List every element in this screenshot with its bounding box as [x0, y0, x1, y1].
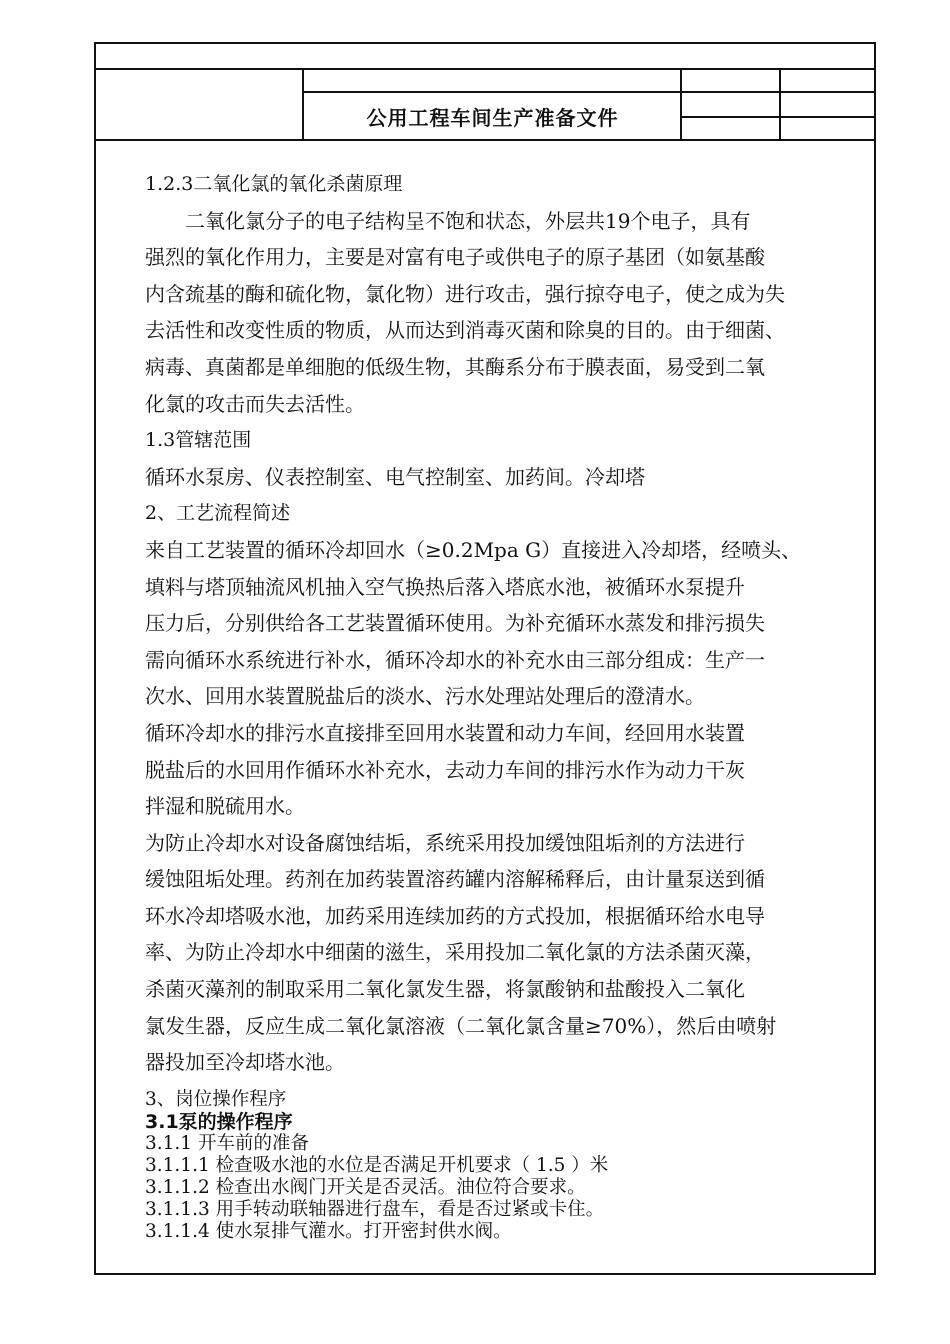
paragraph-line: 来自工艺装置的循环冷却回水（≥0.2Mpa G）直接进入冷却塔，经喷头、	[145, 537, 802, 562]
paragraph-line: 次水、回用水装置脱盐后的淡水、污水处理站处理后的澄清水。	[145, 684, 705, 709]
step-line: 3.1.1.4 使水泵排气灌水。打开密封供水阀。	[145, 1220, 512, 1242]
paragraph-line: 氯发生器，反应生成二氧化氯溶液（二氧化氯含量≥70%），然后由喷射	[145, 1013, 777, 1038]
paragraph-line: 脱盐后的水回用作循环水补充水，去动力车间的排污水作为动力干灰	[145, 757, 745, 782]
paragraph-line: 循环水泵房、仪表控制室、电气控制室、加药间。冷却塔	[145, 464, 645, 489]
step-line: 3.1.1.1 检查吸水池的水位是否满足开机要求（ 1.5 ）米	[145, 1154, 609, 1176]
paragraph-line: 杀菌灭藻剂的制取采用二氧化氯发生器，将氯酸钠和盐酸投入二氧化	[145, 977, 745, 1002]
document-title: 公用工程车间生产准备文件	[366, 105, 619, 130]
header-divider-1	[302, 68, 304, 140]
paragraph-line: 为防止冷却水对设备腐蚀结垢，系统采用投加缓蚀阻垢剂的方法进行	[145, 830, 745, 855]
section-heading: 1.2.3二氧化氯的氧化杀菌原理	[145, 173, 403, 195]
paragraph-line: 填料与塔顶轴流风机抽入空气换热后落入塔底水池，被循环水泵提升	[145, 574, 745, 599]
header-bottom-rule	[94, 139, 876, 141]
step-line: 3.1.1 开车前的准备	[145, 1132, 309, 1154]
section-heading: 3、岗位操作程序	[145, 1088, 287, 1110]
paragraph-line: 缓蚀阻垢处理。药剂在加药装置溶药罐内溶解稀释后，由计量泵送到循	[145, 867, 765, 892]
paragraph-line: 率、为防止冷却水中细菌的滋生，采用投加二氧化氯的方法杀菌灭藻，	[145, 940, 765, 965]
document-body	[145, 166, 845, 1243]
paragraph-line: 器投加至冷却塔水池。	[145, 1050, 345, 1075]
paragraph-line: 循环冷却水的排污水直接排至回用水装置和动力车间，经回用水装置	[145, 720, 745, 745]
step-line: 3.1.1.2 检查出水阀门开关是否灵活。油位符合要求。	[145, 1176, 586, 1198]
paragraph-line: 化氯的攻击而失去活性。	[145, 391, 365, 416]
step-line: 3.1.1.3 用手转动联轴器进行盘车，看是否过紧或卡住。	[145, 1198, 605, 1220]
header-top-rule	[94, 68, 876, 70]
paragraph-line: 环水冷却塔吸水池，加药采用连续加药的方式投加，根据循环给水电导	[145, 903, 765, 928]
paragraph-line: 内含巯基的酶和硫化物，氯化物）进行攻击，强行掠夺电子，使之成为失	[145, 281, 785, 306]
header-divider-3	[779, 68, 781, 140]
paragraph-line: 去活性和改变性质的物质，从而达到消毒灭菌和除臭的目的。由于细菌、	[145, 318, 785, 343]
paragraph-line: 需向循环水系统进行补水，循环冷却水的补充水由三部分组成：生产一	[145, 647, 765, 672]
header-right-rule	[680, 116, 876, 118]
section-heading: 1.3管辖范围	[145, 429, 252, 452]
subsection-heading: 3.1泵的操作程序	[145, 1110, 293, 1133]
header-divider-2	[680, 68, 682, 140]
paragraph-line: 二氧化氯分子的电子结构呈不饱和状态，外层共19个电子，具有	[185, 208, 751, 233]
paragraph-line: 拌湿和脱硫用水。	[145, 794, 305, 819]
paragraph-line: 强烈的氧化作用力，主要是对富有电子或供电子的原子基团（如氨基酸	[145, 245, 765, 270]
header-mid-rule	[304, 91, 876, 93]
paragraph-line: 病毒、真菌都是单细胞的低级生物，其酶系分布于膜表面，易受到二氧	[145, 354, 765, 379]
paragraph-line: 压力后，分别供给各工艺装置循环使用。为补充循环水蒸发和排污损失	[145, 611, 765, 636]
section-heading: 2、工艺流程简述	[145, 502, 291, 525]
